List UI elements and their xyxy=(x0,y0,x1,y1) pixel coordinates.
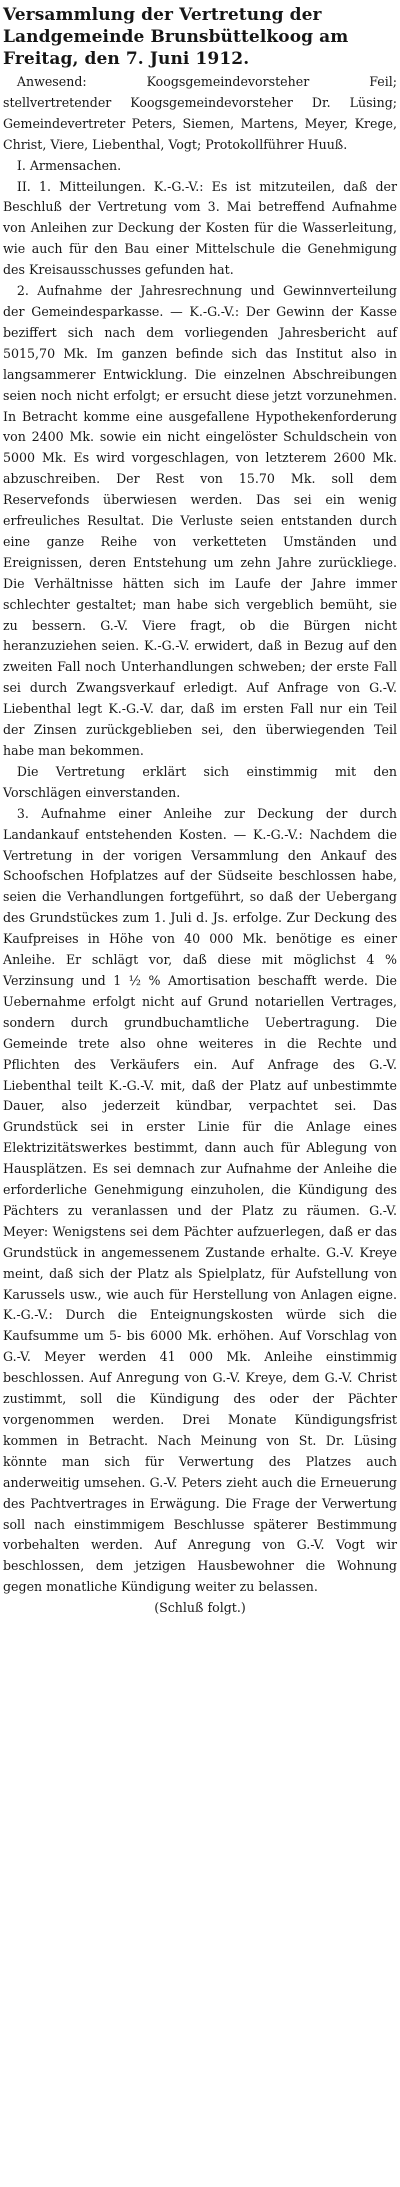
headline-line: Freitag, den 7. Juni 1912. xyxy=(3,49,250,69)
attendance-paragraph: Anwesend: Koogsgemeindevorsteher Feil; stellvertretender Koogsgemeindevorsteher Dr. Lüsing; Gemeindevertreter Peters, Siemen, Martens, Meyer, Krege, Christ, Viere, Liebenthal, Vogt; Protokollführer Huuß. xyxy=(3,74,397,152)
article-headline xyxy=(3,4,397,70)
savings-bank-paragraph: 2. Aufnahme der Jahresrechnung und Gewinnverteilung der Gemeindesparkasse. — K.-G.-V.: Der Gewinn der Kasse beziffert sich nach dem vorliegenden Jahresbericht auf 5015,70 Mk. Im ganzen befinde sich das Institut also in langsammerer Entwicklung. Die einzelnen Abschreibungen seien noch nicht erfolgt; er ersucht diese jetzt vorzunehmen. In Betracht komme eine ausgefallene Hypothekenforderung von 2400 Mk. sowie ein nicht eingelöster Schuldschein von 5000 Mk. Es wird vorgeschlagen, von letzterem 2600 Mk. abzuschreiben. Der Rest von 15.70 Mk. soll dem Reservefonds überwiesen werden. Das sei ein wenig erfreuliches Resultat. Die Verluste seien entstanden durch eine ganze Reihe von verketteten Umständen und Ereignissen, deren Entstehung um zehn Jahre zurückliege. Die Verhältnisse hätten sich im Laufe der Jahre immer schlechter gestaltet; man habe sich vergeblich bemüht, sie zu bessern. G.-V. Viere fragt, ob die Bürgen nicht heranzuziehen seien. K.-G.-V. erwidert, daß in Bezug auf den zweiten Fall noch Unterhandlungen schweben; der erste Fall sei durch Zwangsverkauf erledigt. Auf Anfrage von G.-V. Liebenthal legt K.-G.-V. dar, daß im ersten Fall nur ein Teil der Zinsen zurückgeblieben sei, den überwiegenden Teil habe man bekommen. xyxy=(3,283,397,758)
resolution-paragraph: Die Vertretung erklärt sich einstimmig mit den Vorschlägen einverstanden. xyxy=(3,763,397,800)
headline-line: Landgemeinde Brunsbüttelkoog am xyxy=(3,27,349,47)
section-heading: I. Armensachen. xyxy=(16,157,122,173)
loan-paragraph: 3. Aufnahme einer Anleihe zur Deckung der durch Landankauf entstehenden Kosten. — K.-G.-V.: Nachdem die Vertretung in der vorigen Versammlung den Ankauf des Schoofschen Hofplatzes auf der Südseite beschlossen habe, seien die Verhandlungen fortgeführt, so daß der Uebergang des Grundstückes zum 1. Juli d. Js. erfolge. Zur Deckung des Kaufpreises in Höhe von 40 000 Mk. benötige es einer Anleihe. Er schlägt vor, daß diese mit möglichst 4 % Verzinsung und 1 ½ % Amortisation beschafft werde. Die Uebernahme erfolgt nicht auf Grund notariellen Vertrages, sondern durch grundbuchamtliche Uebertragung. Die Gemeinde trete also ohne weiteres in die Rechte und Pflichten des Verkäufers ein. Auf Anfrage des G.-V. Liebenthal teilt K.-G.-V. mit, daß der Platz auf unbestimmte Dauer, also jederzeit kündbar, verpachtet sei. Das Grundstück sei in erster Linie für die Anlage eines Elektrizitätswerkes bestimmt, dann auch für Ablegung von Hausplätzen. Es sei demnach zur Aufnahme der Anleihe die erforderliche Genehmigung einzuholen, die Kündigung des Pächters zu veranlassen und der Platz zu räumen. G.-V. Meyer: Wenigstens sei dem Pächter aufzuerlegen, daß er das Grundstück in angemessenem Zustande erhalte. G.-V. Kreye meint, daß sich der Platz als Spielplatz, für Aufstellung von Karussels usw., wie auch für Herstellung von Anlagen eigne. K.-G.-V.: Durch die Enteignungskosten würde sich die Kaufsumme um 5- bis 6000 Mk. erhöhen. Auf Vorschlag von G.-V. Meyer werden 41 000 Mk. Anleihe einstimmig beschlossen. Auf Anregung von G.-V. Kreye, dem G.-V. Christ zustimmt, soll die Kündigung des oder der Pächter vorgenommen werden. Drei Monate Kündigungsfrist kommen in Betracht. Nach Meinung von St. Dr. Lüsing könnte man sich für Verwertung des Platzes auch anderweitig umsehen. G.-V. Peters zieht auch die Erneuerung des Pachtvertrages in Erwägung. Die Frage der Verwertung soll nach einstimmigem Beschlusse späterer Bestimmung vorbehalten werden. Auf Anregung von G.-V. Vogt wir beschlossen, dem jetzigen Hausbewohner die Wohnung gegen monatliche Kündigung weiter zu belassen. xyxy=(3,805,397,1595)
continued-note: (Schluß folgt.) xyxy=(154,1600,246,1616)
headline-line: Versammlung der Vertretung der xyxy=(3,5,322,25)
announcements-paragraph: II. 1. Mitteilungen. K.-G.-V.: Es ist mitzuteilen, daß der Beschluß der Vertretung vom 3. Mai betreffend Aufnahme von Anleihen zur Deckung der Kosten für die Wasserleitung, wie auch für den Bau einer Mittelschule die Genehmigung des Kreisausschusses gefunden hat. xyxy=(3,178,397,278)
article-body xyxy=(3,72,397,1619)
